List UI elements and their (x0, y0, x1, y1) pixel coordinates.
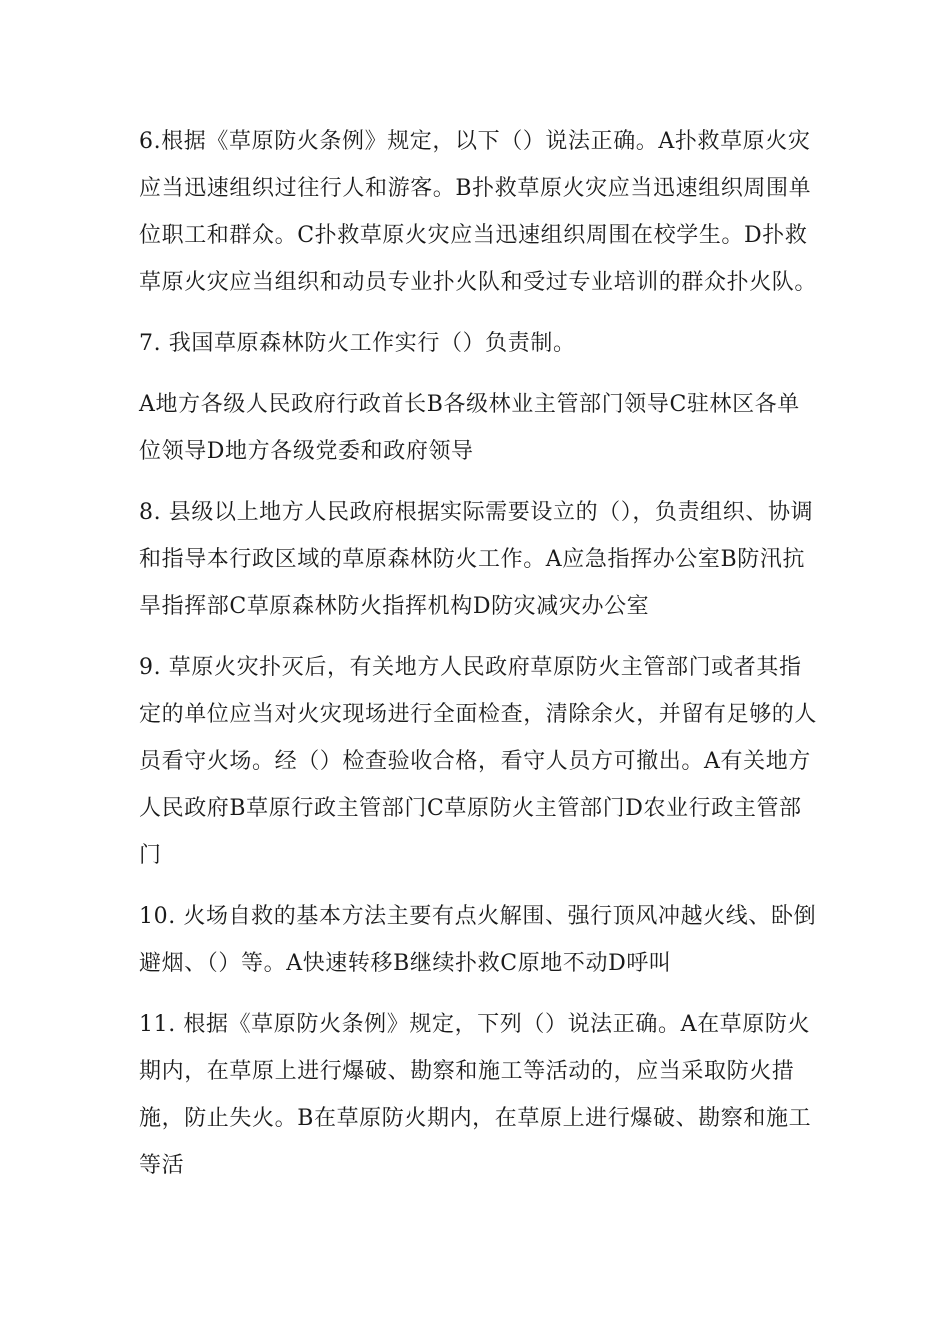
question-6: 6.根据《草原防火条例》规定，以下（）说法正确。A扑救草原火灾应当迅速组织过往行人和游客。B扑救草原火灾应当迅速组织周围单位职工和群众。C扑救草原火灾应当迅速组织周围在校学生。D扑救草原火灾应当组织和动员专业扑火队和受过专业培训的群众扑火队。 (139, 129, 818, 295)
question-7-options: A地方各级人民政府行政首长B各级林业主管部门领导C驻林区各单位领导D地方各级党委和政府领导 (139, 392, 800, 464)
question-7-stem: 7. 我国草原森林防火工作实行（）负责制。 (139, 331, 576, 356)
question-11: 11. 根据《草原防火条例》规定，下列（）说法正确。A在草原防火期内，在草原上进行爆破、勘察和施工等活动的，应当采取防火措施，防止失火。B在草原防火期内，在草原上进行爆破、勘察和施工等活 (139, 1012, 812, 1178)
question-10: 10. 火场自救的基本方法主要有点火解围、强行顶风冲越火线、卧倒避烟、（）等。A快速转移B继续扑救C原地不动D呼叫 (139, 904, 817, 976)
question-8: 8. 县级以上地方人民政府根据实际需要设立的（），负责组织、协调和指导本行政区域的草原森林防火工作。A应急指挥办公室B防汛抗旱指挥部C草原森林防火指挥机构D防灾减灾办公室 (139, 500, 814, 619)
question-9: 9. 草原火灾扑灭后，有关地方人民政府草原防火主管部门或者其指定的单位应当对火灾现场进行全面检查，清除余火，并留有足够的人员看守火场。经（）检查验收合格，看守人员方可撤出。A有关地方人民政府B草原行政主管部门C草原防火主管部门D农业行政主管部门 (139, 655, 818, 868)
document-body (139, 118, 819, 1203)
